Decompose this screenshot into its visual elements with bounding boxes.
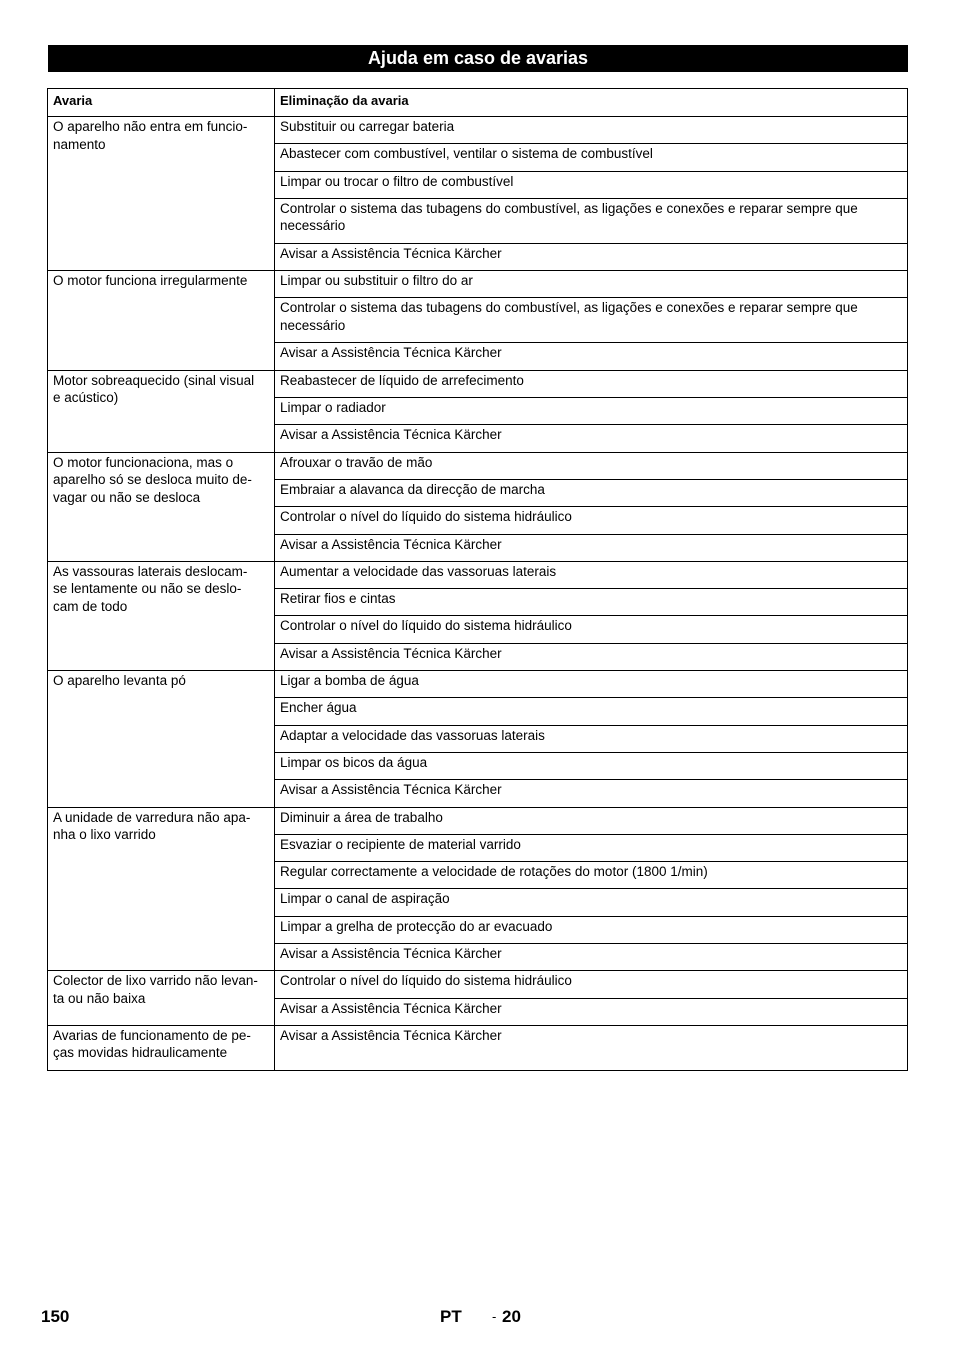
fault-cell: As vassouras laterais deslocam- se lentamente ou não se deslo- cam de todo: [48, 561, 275, 670]
remedy-cell: Limpar o radiador: [275, 398, 908, 425]
table-row: [48, 117, 908, 144]
header-remedy: Eliminação da avaria: [275, 89, 908, 117]
remedy-cell: Avisar a Assistência Técnica Kärcher: [275, 643, 908, 670]
remedy-cell: Controlar o sistema das tubagens do combustível, as ligações e conexões e reparar sempre que necessário: [275, 198, 908, 243]
remedy-cell: Diminuir a área de trabalho: [275, 807, 908, 834]
remedy-cell: Esvaziar o recipiente de material varrido: [275, 834, 908, 861]
remedy-cell: Limpar ou trocar o filtro de combustível: [275, 171, 908, 198]
remedy-cell: Limpar ou substituir o filtro do ar: [275, 271, 908, 298]
fault-cell: Colector de lixo varrido não levan- ta ou não baixa: [48, 971, 275, 1026]
table-row: [48, 561, 908, 588]
fault-cell: A unidade de varredura não apa- nha o lixo varrido: [48, 807, 275, 971]
remedy-cell: Avisar a Assistência Técnica Kärcher: [275, 780, 908, 807]
section-page-number: 20: [502, 1307, 521, 1326]
fault-cell: O aparelho levanta pó: [48, 671, 275, 807]
troubleshooting-table: [47, 88, 908, 1071]
remedy-cell: Retirar fios e cintas: [275, 589, 908, 616]
page-number: 150: [41, 1307, 70, 1326]
fault-cell: Motor sobreaquecido (sinal visual e acústico): [48, 370, 275, 452]
remedy-cell: Controlar o nível do líquido do sistema hidráulico: [275, 616, 908, 643]
remedy-cell: Adaptar a velocidade das vassoruas laterais: [275, 725, 908, 752]
remedy-cell: Avisar a Assistência Técnica Kärcher: [275, 343, 908, 370]
remedy-cell: Limpar a grelha de protecção do ar evacuado: [275, 916, 908, 943]
remedy-cell: Avisar a Assistência Técnica Kärcher: [275, 243, 908, 270]
remedy-cell: Limpar os bicos da água: [275, 752, 908, 779]
fault-cell: O aparelho não entra em funcio- namento: [48, 117, 275, 271]
fault-cell: O motor funciona irregularmente: [48, 271, 275, 371]
remedy-cell: Afrouxar o travão de mão: [275, 452, 908, 479]
fault-cell: O motor funcionaciona, mas o aparelho só se desloca muito de- vagar ou não se desloca: [48, 452, 275, 561]
remedy-cell: Substituir ou carregar bateria: [275, 117, 908, 144]
page-title: Ajuda em caso de avarias: [48, 45, 908, 72]
remedy-cell: Avisar a Assistência Técnica Kärcher: [275, 425, 908, 452]
remedy-cell: Avisar a Assistência Técnica Kärcher: [275, 534, 908, 561]
header-fault: Avaria: [48, 89, 275, 117]
remedy-cell: Embraiar a alavanca da direcção de marcha: [275, 479, 908, 506]
remedy-cell: Abastecer com combustível, ventilar o sistema de combustível: [275, 144, 908, 171]
table-row: [48, 370, 908, 397]
table-row: [48, 671, 908, 698]
remedy-cell: Limpar o canal de aspiração: [275, 889, 908, 916]
remedy-cell: Avisar a Assistência Técnica Kärcher: [275, 998, 908, 1025]
remedy-cell: Controlar o sistema das tubagens do combustível, as ligações e conexões e reparar sempre que necessário: [275, 298, 908, 343]
fault-cell: Avarias de funcionamento de pe- ças movidas hidraulicamente: [48, 1025, 275, 1070]
table-row: [48, 971, 908, 998]
table-row: [48, 1025, 908, 1070]
table-header-row: [48, 89, 908, 117]
remedy-cell: Avisar a Assistência Técnica Kärcher: [275, 1025, 908, 1070]
remedy-cell: Aumentar a velocidade das vassoruas laterais: [275, 561, 908, 588]
remedy-cell: Regular correctamente a velocidade de rotações do motor (1800 1/min): [275, 862, 908, 889]
table-row: [48, 452, 908, 479]
remedy-cell: Controlar o nível do líquido do sistema hidráulico: [275, 971, 908, 998]
footer-dash: -: [492, 1309, 497, 1324]
remedy-cell: Encher água: [275, 698, 908, 725]
table-row: [48, 271, 908, 298]
remedy-cell: Avisar a Assistência Técnica Kärcher: [275, 944, 908, 971]
remedy-cell: Controlar o nível do líquido do sistema hidráulico: [275, 507, 908, 534]
table-row: [48, 807, 908, 834]
remedy-cell: Ligar a bomba de água: [275, 671, 908, 698]
language-code: PT: [440, 1307, 462, 1326]
remedy-cell: Reabastecer de líquido de arrefecimento: [275, 370, 908, 397]
